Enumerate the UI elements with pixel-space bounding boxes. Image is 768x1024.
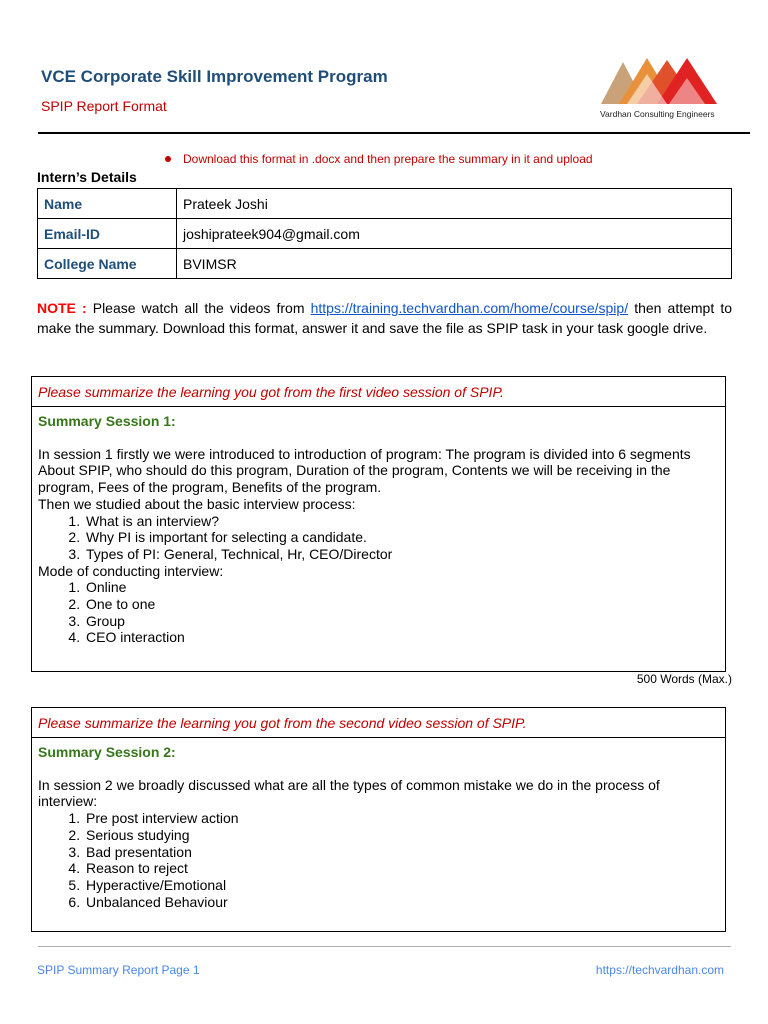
session1-box bbox=[31, 376, 726, 672]
college-label: College Name bbox=[38, 249, 177, 279]
list-item: 2. One to one bbox=[84, 596, 719, 613]
list-item: 1. Online bbox=[84, 579, 719, 596]
footer-page-label: SPIP Summary Report Page 1 bbox=[37, 963, 200, 977]
session1-paragraph: Then we studied about the basic interview process: bbox=[38, 495, 356, 512]
download-instruction: Download this format in .docx and then prepare the summary in it and upload bbox=[165, 152, 593, 166]
session1-paragraph: In session 1 firstly we were introduced to introduction of program: The program is divided into 6 segments About SPIP, who should do this program, Duration of the program, Contents we will be receiving in the program, Fees of the program, Benefits of the program. bbox=[38, 445, 691, 496]
table-row bbox=[38, 189, 732, 219]
name-value: Prateek Joshi bbox=[177, 189, 732, 219]
list-item: 3. Group bbox=[84, 613, 719, 630]
note-label: NOTE : bbox=[37, 300, 87, 316]
mistakes-list bbox=[38, 810, 719, 910]
list-item: 3. Bad presentation bbox=[84, 844, 719, 861]
note-text-after: then attempt to make the summary. Download this format, answer it and save the file as SPIP task in your task google drive. bbox=[37, 300, 732, 336]
note-paragraph bbox=[37, 298, 732, 338]
session2-box bbox=[31, 707, 726, 932]
list-item: 2. Serious studying bbox=[84, 827, 719, 844]
list-item: 4. CEO interaction bbox=[84, 629, 719, 646]
note-text-before: Please watch all the videos from bbox=[92, 300, 305, 316]
footer-divider bbox=[38, 946, 731, 947]
session2-question: Please summarize the learning you got from the second video session of SPIP. bbox=[32, 708, 725, 738]
session2-heading: Summary Session 2: bbox=[38, 744, 176, 760]
word-limit: 500 Words (Max.) bbox=[636, 672, 732, 686]
list-item: 1. What is an interview? bbox=[84, 513, 719, 530]
list-item: 5. Hyperactive/Emotional bbox=[84, 877, 719, 894]
session1-paragraph: Mode of conducting interview: bbox=[38, 562, 224, 579]
college-value: BVIMSR bbox=[177, 249, 732, 279]
table-row bbox=[38, 249, 732, 279]
list-item: 2. Why PI is important for selecting a candidate. bbox=[84, 529, 719, 546]
document-subtitle: SPIP Report Format bbox=[41, 98, 167, 114]
email-value: joshiprateek904@gmail.com bbox=[177, 219, 732, 249]
interns-details-table bbox=[37, 188, 732, 279]
session1-question: Please summarize the learning you got from the first video session of SPIP. bbox=[32, 377, 725, 407]
session1-heading: Summary Session 1: bbox=[38, 413, 176, 429]
header-divider bbox=[38, 132, 750, 134]
session2-paragraph: In session 2 we broadly discussed what are all the types of common mistake we do in the process of interview: bbox=[38, 776, 660, 810]
document-title: VCE Corporate Skill Improvement Program bbox=[41, 67, 388, 86]
table-row bbox=[38, 219, 732, 249]
course-link[interactable]: https://training.techvardhan.com/home/course/spip/ bbox=[310, 300, 629, 316]
bullet-icon bbox=[165, 156, 171, 162]
logo-caption: Vardhan Consulting Engineers bbox=[600, 109, 715, 119]
interview-mode-list bbox=[38, 579, 719, 646]
footer-url[interactable]: https://techvardhan.com bbox=[595, 963, 724, 977]
list-item: 1. Pre post interview action bbox=[84, 810, 719, 827]
interns-details-heading: Intern’s Details bbox=[37, 169, 137, 185]
list-item: 6. Unbalanced Behaviour bbox=[84, 894, 719, 911]
name-label: Name bbox=[38, 189, 177, 219]
interview-process-list bbox=[38, 513, 719, 563]
list-item: 3. Types of PI: General, Technical, Hr, CEO/Director bbox=[84, 546, 719, 563]
list-item: 4. Reason to reject bbox=[84, 860, 719, 877]
email-label: Email-ID bbox=[38, 219, 177, 249]
